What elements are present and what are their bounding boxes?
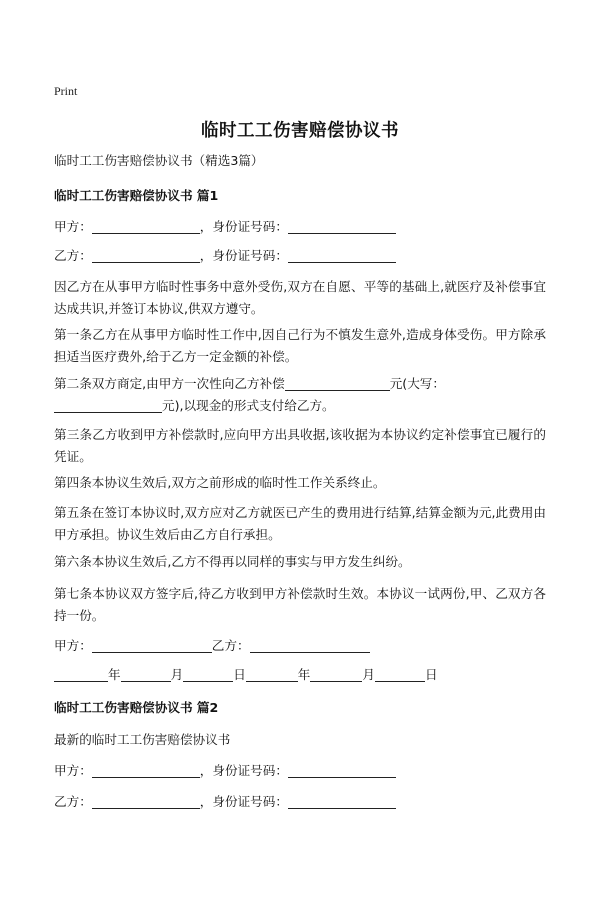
section2-heading: 临时工工伤害赔偿协议书 篇2 — [54, 700, 219, 715]
article-1: 第一条乙方在从事甲方临时性工作中,因自己行为不慎发生意外,造成身体受伤。甲方除承担适当医疗费外,给于乙方一定金额的补偿。 — [54, 327, 546, 364]
section1-party-a-line — [54, 216, 546, 238]
party-b-id-blank[interactable] — [288, 794, 396, 809]
intro-paragraph: 因乙方在从事甲方临时性事务中意外受伤,双方在自愿、平等的基础上,就医疗及补偿事宜达成共识,并签订本协议,供双方遵守。 — [54, 279, 546, 316]
month-label: 月 — [170, 667, 184, 682]
print-label[interactable]: Print — [54, 84, 78, 98]
party-b-label: 乙方： — [54, 794, 92, 809]
date-line — [54, 664, 546, 686]
article-5: 第五条在签订本协议时,双方应对乙方就医已产生的费用进行结算,结算金额为元,此费用由甲方承担。协议生效后由乙方自行承担。 — [54, 505, 546, 542]
party-a-id-blank[interactable] — [288, 219, 396, 234]
id-label: ，身份证号码： — [199, 219, 288, 234]
party-b-name-blank[interactable] — [92, 248, 200, 263]
sign-b-blank[interactable] — [250, 638, 370, 653]
signature-line — [54, 635, 546, 657]
party-b-label: 乙方： — [54, 248, 92, 263]
article-2-mid: 元(大写： — [389, 376, 445, 391]
year-a-blank[interactable] — [54, 667, 108, 682]
id-label: ，身份证号码： — [199, 248, 288, 263]
document-title: 临时工工伤害赔偿协议书 — [201, 121, 399, 141]
party-a-label: 甲方： — [54, 763, 92, 778]
article-2-line-1 — [54, 373, 546, 395]
party-a-id-blank[interactable] — [288, 763, 396, 778]
id-label: ，身份证号码： — [199, 794, 288, 809]
section1-party-b-line — [54, 245, 546, 267]
party-a-label: 甲方： — [54, 219, 92, 234]
party-b-id-blank[interactable] — [288, 248, 396, 263]
party-a-name-blank[interactable] — [92, 763, 200, 778]
article-7: 第七条本协议双方签字后,待乙方收到甲方补偿款时生效。本协议一试两份,甲、乙双方各持一份。 — [54, 586, 546, 623]
sign-a-blank[interactable] — [92, 638, 212, 653]
sign-b-label: 乙方： — [211, 638, 250, 653]
day-label: 日 — [424, 667, 438, 682]
day-b-blank[interactable] — [375, 667, 425, 682]
day-label: 日 — [233, 667, 246, 682]
id-label: ，身份证号码： — [199, 763, 288, 778]
article-3: 第三条乙方收到甲方补偿款时,应向甲方出具收据,该收据为本协议约定补偿事宜已履行的凭证。 — [54, 427, 546, 464]
article-2-prefix: 第二条双方商定,由甲方一次性向乙方补偿 — [54, 376, 285, 391]
month-label: 月 — [362, 667, 375, 682]
article-6: 第六条本协议生效后,乙方不得再以同样的事实与甲方发生纠纷。 — [54, 554, 411, 569]
section2-party-a-line — [54, 760, 546, 782]
day-a-blank[interactable] — [183, 667, 233, 682]
section2-party-b-line — [54, 791, 546, 813]
amount-blank[interactable] — [285, 376, 390, 391]
month-a-blank[interactable] — [121, 667, 171, 682]
party-a-name-blank[interactable] — [92, 219, 200, 234]
article-2-line-2 — [54, 395, 546, 417]
year-label: 年 — [297, 667, 311, 682]
year-b-blank[interactable] — [246, 667, 298, 682]
article-2-suffix: 元),以现金的形式支付给乙方。 — [162, 398, 335, 413]
section1-heading: 临时工工伤害赔偿协议书 篇1 — [54, 188, 219, 203]
article-4: 第四条本协议生效后,双方之前形成的临时性工作关系终止。 — [54, 475, 386, 490]
party-b-name-blank[interactable] — [92, 794, 200, 809]
section2-subtitle: 最新的临时工工伤害赔偿协议书 — [54, 732, 231, 747]
year-label: 年 — [108, 667, 121, 682]
amount-uppercase-blank[interactable] — [54, 398, 162, 413]
document-subtitle: 临时工工伤害赔偿协议书（精选3篇） — [54, 153, 264, 168]
month-b-blank[interactable] — [310, 667, 362, 682]
sign-a-label: 甲方： — [54, 638, 92, 653]
